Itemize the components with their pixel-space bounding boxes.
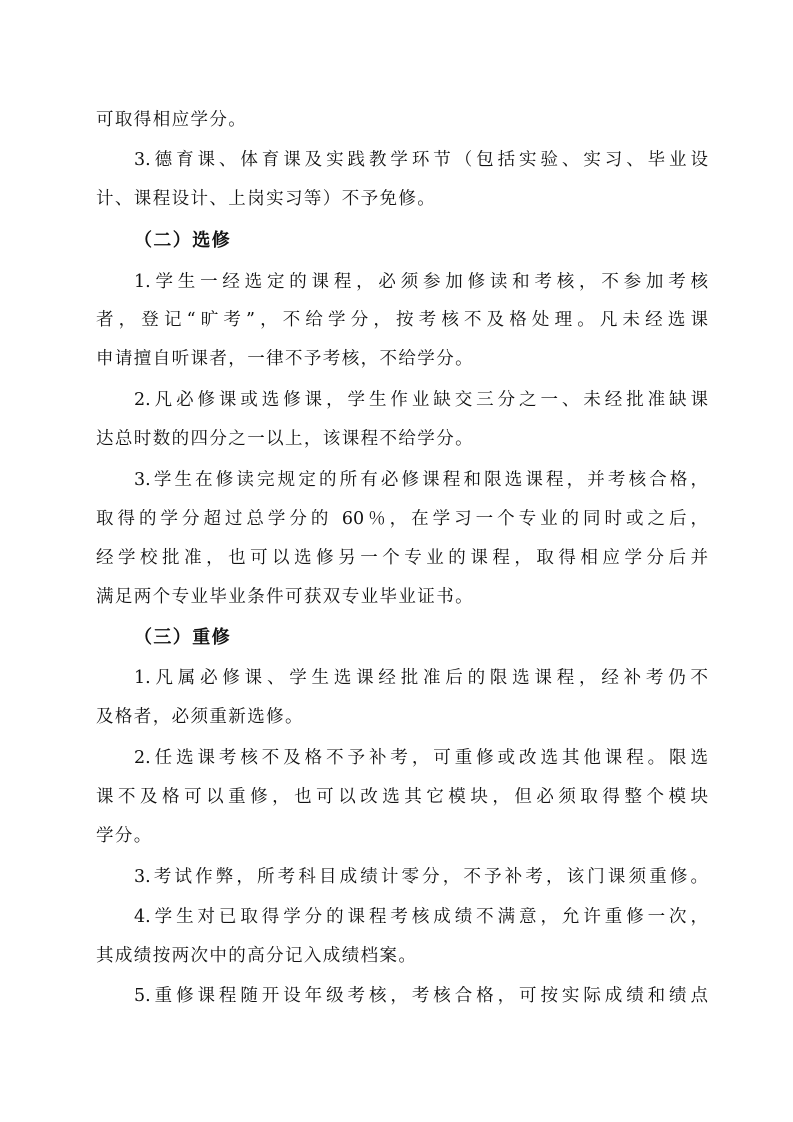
paragraph-line: 其成绩按两次中的高分记入成绩档案。 [96,946,418,966]
paragraph-line: 经学校批准，也可以选修另一个专业的课程，取得相应学分后并 [96,548,708,568]
paragraph-line: 及格者，必须重新选修。 [96,707,304,727]
paragraph-line: 3.德育课、体育课及实践教学环节（包括实验、实习、毕业设 [134,150,708,170]
paragraph-line: 学分。 [96,826,153,846]
paragraph-line: 5.重修课程随开设年级考核，考核合格，可按实际成绩和绩点 [134,986,708,1006]
paragraph-line: 者，登记“旷考”，不给学分，按考核不及格处理。凡未经选课 [96,310,708,330]
paragraph-line: 4.学生对已取得学分的课程考核成绩不满意，允许重修一次， [134,907,708,927]
section-heading: （三）重修 [134,627,231,648]
paragraph-line: 计、课程设计、上岗实习等）不予免修。 [96,189,437,209]
paragraph-line: 取得的学分超过总学分的 60％，在学习一个专业的同时或之后， [96,509,708,529]
paragraph-line: 2.任选课考核不及格不予补考，可重修或改选其他课程。限选 [134,748,708,768]
paragraph-line: 1.学生一经选定的课程，必须参加修读和考核，不参加考核 [134,272,708,292]
paragraph-line: 3.考试作弊，所考科目成绩计零分，不予补考，该门课须重修。 [134,867,708,887]
paragraph-line: 课不及格可以重修，也可以改选其它模块，但必须取得整个模块 [96,787,708,807]
paragraph-line: 达总时数的四分之一以上，该课程不给学分。 [96,429,474,449]
paragraph-line: 3.学生在修读完规定的所有必修课程和限选课程，并考核合格， [134,470,708,490]
paragraph-line: 申请擅自听课者，一律不予考核，不给学分。 [96,349,474,369]
paragraph-line: 满足两个专业毕业条件可获双专业毕业证书。 [96,587,474,607]
paragraph-line: 1.凡属必修课、学生选课经批准后的限选课程，经补考仍不 [134,668,708,688]
paragraph-line: 2.凡必修课或选修课，学生作业缺交三分之一、未经批准缺课 [134,390,708,410]
section-heading: （二）选修 [134,230,231,251]
paragraph-line: 可取得相应学分。 [96,110,248,130]
